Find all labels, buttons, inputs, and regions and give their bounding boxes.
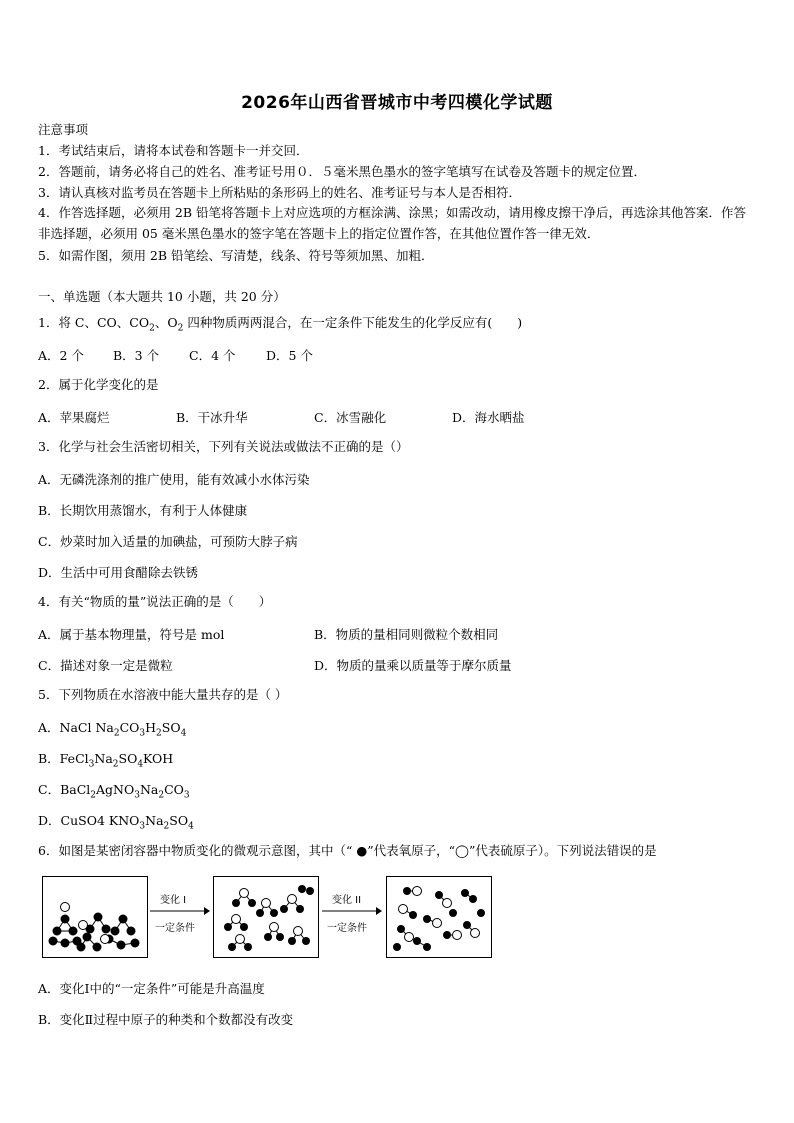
question-stem: 1．将 C、CO、$CO_2$、$O_2$ 四种物质两两混合，在一定条件下能发生的化学反应有( ) [38, 315, 523, 334]
option-b[interactable]: B．3 个 [113, 348, 160, 363]
notice-heading: 注意事项 [38, 122, 89, 137]
diagram-box-3 [386, 876, 492, 958]
arrow-1-label-bottom: 一定条件 [155, 923, 195, 934]
notice-item: 1．考试结束后，请将本试卷和答题卡一并交回． [38, 143, 309, 158]
option-b[interactable]: B．物质的量相同则微粒个数相同 [314, 627, 499, 642]
notice-item: 4．作答选择题，必须用 2B 铅笔将答题卡上对应选项的方框涂满、涂黑；如需改动，请用橡皮擦干净后，再选涂其他答案．作答非选择题，必须用 05 毫米黑色墨水的签字笔在答题卡上的指定位置作答，在其他位置作答一律无效． [38, 205, 747, 241]
option-c[interactable]: C．冰雪融化 [314, 410, 387, 425]
question-stem: 4．有关“物质的量”说法正确的是（ ） [38, 594, 272, 609]
option-b[interactable]: B．干冰升华 [176, 410, 248, 425]
option-b[interactable]: B．长期饮用蒸馏水，有利于人体健康 [38, 503, 248, 518]
question-stem: 6．如图是某密闭容器中物质变化的微观示意图，其中（“ ●”代表氧原子，“◯”代表硫原子）。下列说法错误的是 [38, 843, 657, 858]
arrow-1 [150, 905, 210, 917]
option-c[interactable]: C．$BaCl_2AgNO_3Na_2CO_3$ [38, 782, 190, 801]
notice-item: 5．如需作图，须用 2B 铅笔绘、写清楚，线条、符号等须加黑、加粗． [38, 248, 434, 263]
option-a[interactable]: A．属于基本物理量，符号是 mol [38, 627, 225, 642]
arrow-2-label-bottom: 一定条件 [327, 923, 367, 934]
page-title: 2026年山西省晋城市中考四模化学试题 [241, 93, 553, 113]
molecule-diagram-2 [214, 877, 318, 957]
option-a[interactable]: A．NaCl $Na_2CO_3H_2SO_4$ [38, 720, 187, 739]
arrow-2-label-top: 变化 II [332, 895, 362, 906]
molecule-diagram-3 [387, 877, 491, 957]
option-d[interactable]: D．海水晒盐 [452, 410, 525, 425]
option-b[interactable]: B．变化Ⅱ过程中原子的种类和个数都没有改变 [38, 1012, 294, 1027]
option-a[interactable]: A．2 个 [38, 348, 84, 363]
diagram-box-1 [42, 876, 148, 958]
arrow-2 [322, 905, 382, 917]
diagram-box-2 [213, 876, 319, 958]
option-d[interactable]: D．CuSO4 $KNO_3Na_2SO_4$ [38, 813, 194, 832]
option-a[interactable]: A．苹果腐烂 [38, 410, 110, 425]
option-d[interactable]: D．物质的量乘以质量等于摩尔质量 [314, 658, 512, 673]
notice-item: 3．请认真核对监考员在答题卡上所粘贴的条形码上的姓名、准考证号与本人是否相符． [38, 185, 521, 200]
question-stem: 3．化学与社会生活密切相关，下列有关说法或做法不正确的是（） [38, 439, 409, 454]
option-b[interactable]: B．$FeCl_3Na_2SO_4KOH$ [38, 751, 174, 770]
notice-item: 2．答题前，请务必将自己的姓名、准考证号用０．５毫米黑色墨水的签字笔填写在试卷及答题卡的规定位置． [38, 164, 646, 179]
arrow-1-label-top: 变化 I [160, 895, 187, 906]
section-heading: 一、单选题（本大题共 10 小题，共 20 分） [38, 289, 286, 304]
option-d[interactable]: D．生活中可用食醋除去铁锈 [38, 565, 199, 580]
option-c[interactable]: C．炒菜时加入适量的加碘盐，可预防大脖子病 [38, 534, 298, 549]
question-stem: 5．下列物质在水溶液中能大量共存的是（ ） [38, 687, 288, 702]
option-d[interactable]: D．5 个 [266, 348, 313, 363]
option-a[interactable]: A．变化Ⅰ中的“一定条件”可能是升高温度 [38, 981, 265, 996]
option-a[interactable]: A．无磷洗涤剂的推广使用，能有效减小水体污染 [38, 472, 310, 487]
question-stem: 2．属于化学变化的是 [38, 377, 159, 392]
molecule-diagram-1 [43, 877, 147, 957]
option-c[interactable]: C．4 个 [189, 348, 236, 363]
option-c[interactable]: C．描述对象一定是微粒 [38, 658, 173, 673]
